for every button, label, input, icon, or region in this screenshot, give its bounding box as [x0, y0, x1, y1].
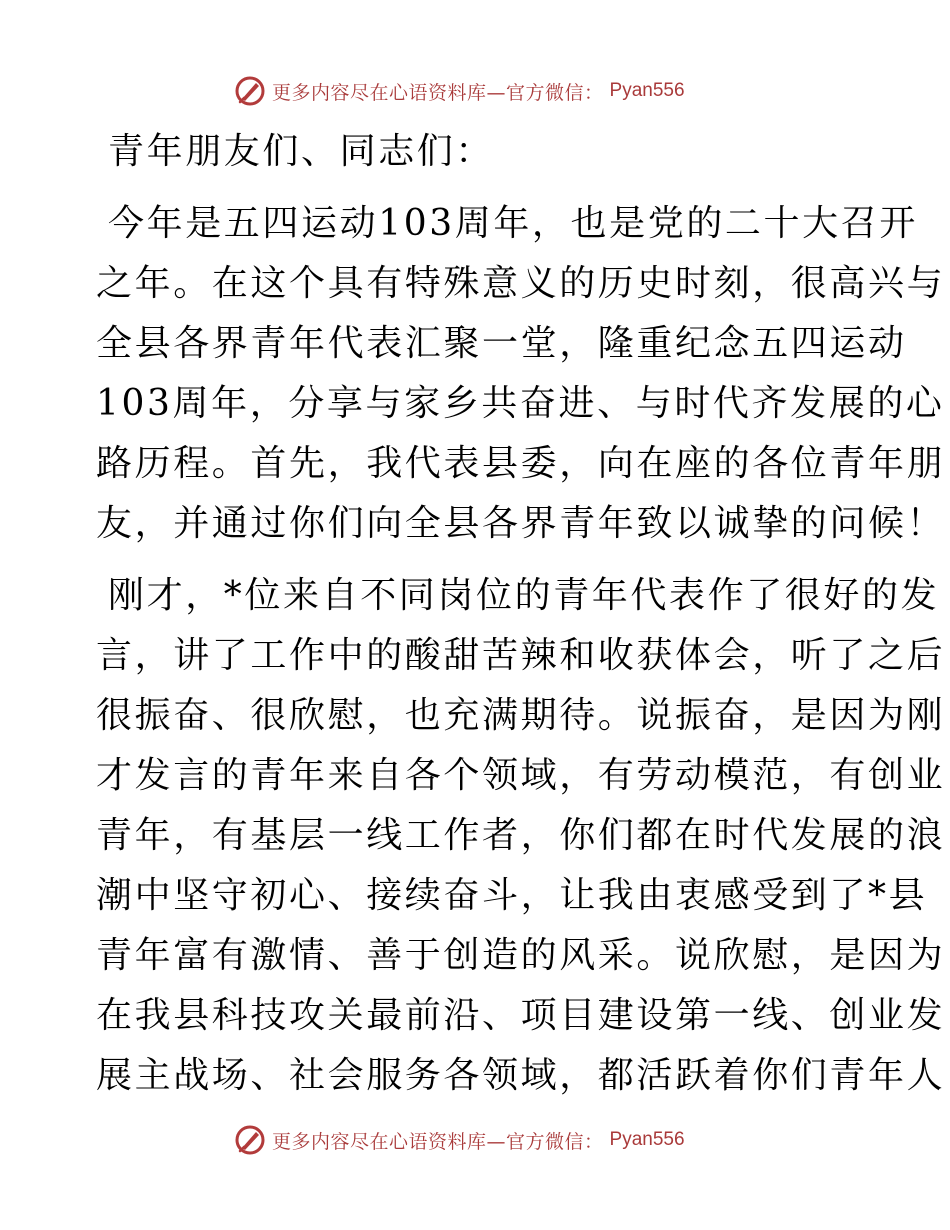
paragraph-line: 才发言的青年来自各个领域，有劳动模范，有创业 [96, 755, 946, 796]
paragraph-line: 言，讲了工作中的酸甜苦辣和收获体会，听了之后 [96, 635, 946, 676]
paragraph-line: 很振奋、很欣慰，也充满期待。说振奋，是因为刚 [96, 695, 946, 736]
watermark-wechat-id: Pyan556 [609, 1129, 685, 1150]
paragraph-line: 青年富有激情、善于创造的风采。说欣慰，是因为 [96, 935, 946, 976]
paragraph-line: 青年，有基层一线工作者，你们都在时代发展的浪 [96, 815, 946, 856]
paragraph-line: 友，并通过你们向全县各界青年致以诚挚的问候！ [96, 503, 946, 544]
footer-watermark [234, 1122, 685, 1158]
watermark-text: 更多内容尽在心语资料库—官方微信： [272, 1130, 604, 1153]
paragraph-line: 今年是五四运动103周年，也是党的二十大召开 [108, 203, 918, 244]
greeting: 青年朋友们、同志们： [108, 131, 495, 172]
quill-logo-icon [234, 75, 266, 107]
watermark-wechat-id: Pyan556 [609, 80, 685, 101]
paragraph-line: 刚才，*位来自不同岗位的青年代表作了很好的发 [108, 575, 940, 616]
header-watermark [234, 73, 685, 109]
paragraph-line: 103周年，分享与家乡共奋进、与时代齐发展的心 [96, 383, 945, 424]
quill-logo-icon [234, 1124, 266, 1156]
paragraph-line: 展主战场、社会服务各领域，都活跃着你们青年人 [96, 1055, 946, 1096]
paragraph-line: 之年。在这个具有特殊意义的历史时刻，很高兴与 [96, 263, 946, 304]
paragraph-line: 在我县科技攻关最前沿、项目建设第一线、创业发 [96, 995, 946, 1036]
paragraph-line: 潮中坚守初心、接续奋斗，让我由衷感受到了*县 [96, 875, 928, 916]
document-body [96, 122, 946, 1118]
paragraph-line: 路历程。首先，我代表县委，向在座的各位青年朋 [96, 443, 946, 484]
watermark-text: 更多内容尽在心语资料库—官方微信： [272, 81, 604, 104]
paragraph-2 [96, 566, 946, 1106]
paragraph-line: 全县各界青年代表汇聚一堂，隆重纪念五四运动 [96, 323, 907, 364]
paragraph-1 [96, 194, 946, 554]
